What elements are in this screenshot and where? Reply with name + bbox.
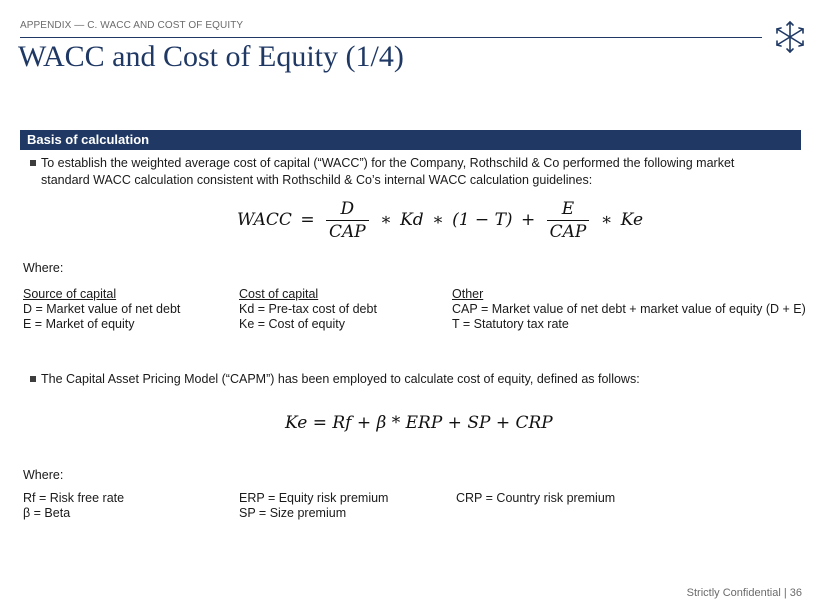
fraction-d-over-cap	[326, 199, 369, 242]
formula-plus: +	[520, 210, 536, 230]
definition-line: Kd = Pre-tax cost of debt	[239, 302, 377, 316]
definition-line: E = Market of equity	[23, 317, 135, 331]
formula-equals: =	[300, 210, 315, 230]
fraction-numerator: D	[326, 199, 369, 221]
bullet-square-icon	[30, 376, 36, 382]
formula-ke: Ke	[620, 210, 644, 230]
formula-multiply: ∗	[432, 210, 444, 230]
section-header: Basis of calculation	[20, 130, 801, 150]
definition-line: Ke = Cost of equity	[239, 317, 345, 331]
definition-column-other	[452, 287, 806, 332]
formula-kd: Kd	[400, 210, 424, 230]
bullet-wacc	[30, 155, 760, 189]
definition-line: T = Statutory tax rate	[452, 317, 569, 331]
bullet-text: The Capital Asset Pricing Model (“CAPM”) has been employed to calculate cost of equity, defined as follows:	[41, 372, 640, 386]
capm-formula: Ke = Rf + β * ERP + SP + CRP	[285, 413, 553, 433]
definition-line: CRP = Country risk premium	[456, 491, 616, 505]
where-label: Where:	[23, 261, 64, 275]
definition-line: D = Market value of net debt	[23, 302, 181, 316]
definition-heading: Cost of capital	[239, 287, 319, 301]
where-label: Where:	[23, 468, 64, 482]
page-title: WACC and Cost of Equity (1/4)	[18, 40, 404, 73]
formula-multiply: ∗	[600, 210, 613, 230]
rothschild-arrows-logo-icon	[773, 20, 807, 54]
bullet-capm	[30, 371, 760, 388]
definition-line: CAP = Market value of net debt + market value of equity (D + E)	[452, 302, 806, 316]
definition-line: SP = Size premium	[239, 506, 347, 520]
definition-column-capm-1	[23, 491, 124, 521]
definition-column-capm-3	[456, 491, 615, 506]
definition-column-cost	[239, 287, 377, 332]
fraction-denominator: CAP	[549, 222, 587, 242]
definition-line: β = Beta	[23, 506, 71, 520]
definition-column-source	[23, 287, 180, 332]
breadcrumb: APPENDIX — C. WACC AND COST OF EQUITY	[20, 20, 244, 31]
definition-heading: Other	[452, 287, 484, 301]
footer-confidential: Strictly Confidential | 36	[686, 587, 802, 599]
definition-heading: Source of capital	[23, 287, 117, 301]
formula-multiply: ∗	[380, 210, 392, 230]
definition-line: Rf = Risk free rate	[23, 491, 125, 505]
definition-column-capm-2	[239, 491, 388, 521]
bullet-square-icon	[30, 160, 36, 166]
bullet-text: To establish the weighted average cost of capital (“WACC”) for the Company, Rothschild & Co performed the following market standard WACC calculation consistent with Rothschild & Co’s internal WACC calculation guidelines:	[41, 156, 735, 187]
header-divider	[20, 37, 762, 38]
fraction-e-over-cap	[547, 199, 590, 242]
definition-line: ERP = Equity risk premium	[239, 491, 389, 505]
fraction-denominator: CAP	[328, 222, 366, 242]
fraction-numerator: E	[547, 199, 590, 221]
formula-wacc: WACC	[237, 210, 292, 230]
formula-one-minus-t: (1 − T)	[452, 210, 513, 230]
wacc-formula	[237, 199, 643, 242]
